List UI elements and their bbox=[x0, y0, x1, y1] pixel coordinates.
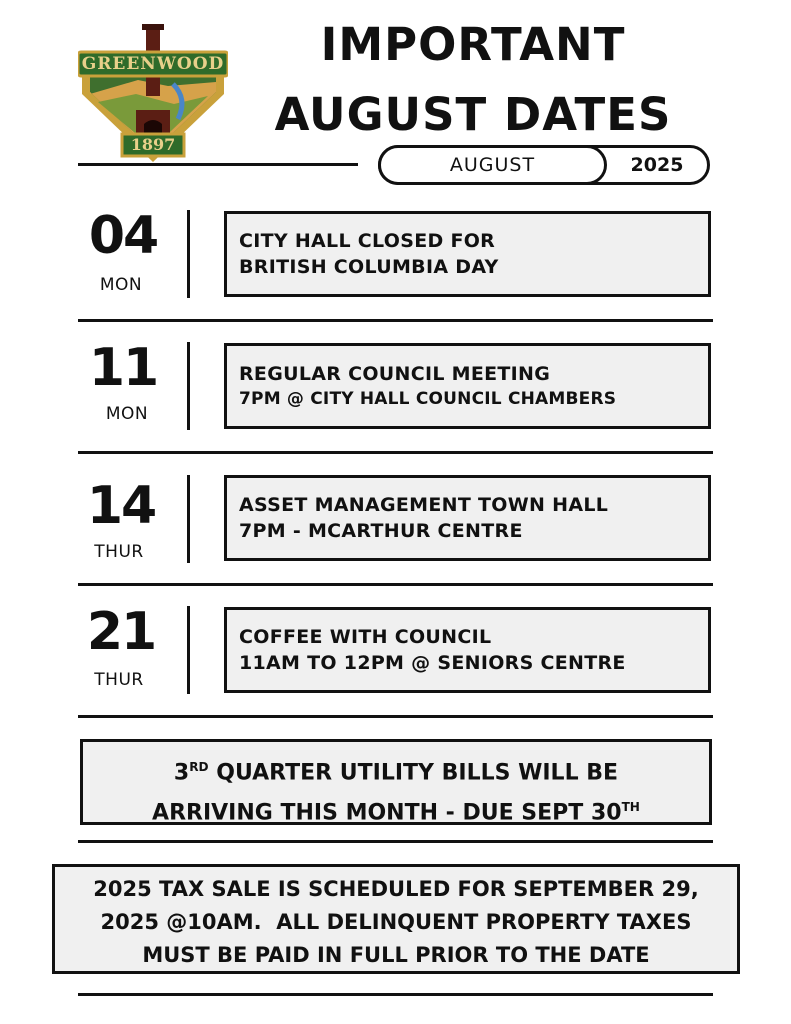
row-divider bbox=[78, 583, 713, 586]
utility-bill-notice bbox=[80, 739, 712, 825]
logo-name: GREENWOOD bbox=[81, 54, 225, 74]
row-divider bbox=[78, 451, 713, 454]
logo-year: 1897 bbox=[130, 135, 176, 154]
event-day: 21 bbox=[86, 602, 156, 662]
event-box bbox=[224, 607, 711, 693]
utility-notice-line-2: ARRIVING THIS MONTH - DUE SEPT 30TH bbox=[152, 800, 640, 826]
event-title: CITY HALL CLOSED FOR bbox=[239, 230, 496, 252]
event-separator bbox=[187, 342, 190, 430]
tax-notice-line-1: 2025 TAX SALE IS SCHEDULED FOR SEPTEMBER 29, bbox=[93, 877, 699, 901]
event-detail: 7PM @ CITY HALL COUNCIL CHAMBERS bbox=[239, 389, 617, 409]
row-divider bbox=[78, 319, 713, 322]
event-box bbox=[224, 475, 711, 561]
event-box bbox=[224, 343, 711, 429]
event-day: 14 bbox=[86, 476, 156, 536]
utility-notice-line-1: 3RD QUARTER UTILITY BILLS WILL BE bbox=[173, 760, 619, 786]
page-title-line-1: IMPORTANT bbox=[320, 18, 626, 71]
tax-notice-line-3: MUST BE PAID IN FULL PRIOR TO THE DATE bbox=[142, 943, 650, 967]
event-day: 04 bbox=[88, 206, 158, 266]
event-detail: BRITISH COLUMBIA DAY bbox=[239, 256, 499, 278]
event-weekday: MON bbox=[99, 275, 143, 295]
event-weekday: THUR bbox=[94, 670, 144, 690]
event-title: REGULAR COUNCIL MEETING bbox=[239, 363, 551, 385]
month-label: AUGUST bbox=[378, 145, 607, 185]
event-separator bbox=[187, 210, 190, 298]
tax-sale-notice bbox=[52, 864, 740, 974]
tax-notice-line-2: 2025 @10AM. ALL DELINQUENT PROPERTY TAXES bbox=[100, 910, 692, 934]
row-divider bbox=[78, 715, 713, 718]
month-year-pill bbox=[378, 145, 710, 185]
event-title: ASSET MANAGEMENT TOWN HALL bbox=[239, 494, 609, 516]
event-weekday: THUR bbox=[94, 542, 144, 562]
footer-divider bbox=[78, 993, 713, 996]
page-title-line-2: AUGUST DATES bbox=[274, 88, 672, 141]
year-label: 2025 bbox=[630, 154, 684, 176]
event-separator bbox=[187, 475, 190, 563]
event-detail: 7PM - MCARTHUR CENTRE bbox=[239, 520, 523, 542]
greenwood-logo bbox=[78, 24, 228, 164]
event-weekday: MON bbox=[105, 404, 149, 424]
event-separator bbox=[187, 606, 190, 694]
event-box bbox=[224, 211, 711, 297]
event-day: 11 bbox=[88, 338, 158, 398]
row-divider bbox=[78, 840, 713, 843]
event-title: COFFEE WITH COUNCIL bbox=[239, 626, 492, 648]
event-detail: 11AM TO 12PM @ SENIORS CENTRE bbox=[239, 652, 626, 674]
header-divider bbox=[78, 163, 358, 166]
